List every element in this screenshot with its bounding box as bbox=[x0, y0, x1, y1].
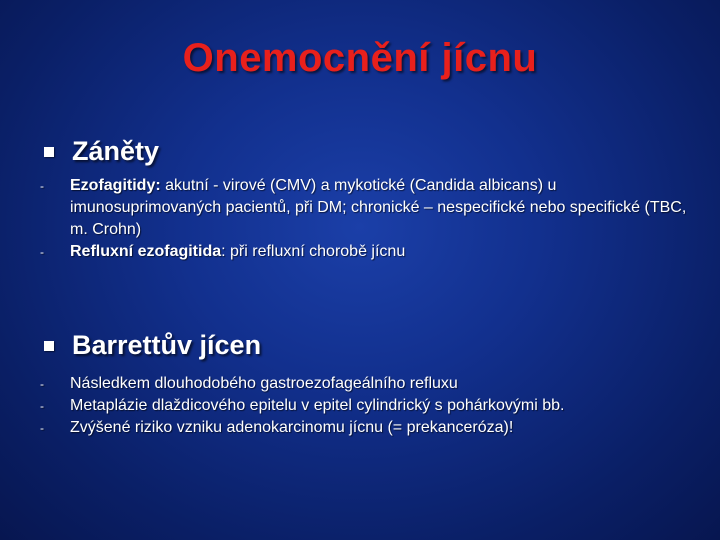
dash-bullet-icon: - bbox=[40, 179, 44, 193]
list-item bbox=[40, 373, 700, 395]
list-item bbox=[40, 175, 700, 241]
section-heading-label: Barrettův jícen bbox=[72, 330, 262, 360]
section-heading-label: Záněty bbox=[72, 136, 160, 166]
dash-bullet-icon: - bbox=[40, 245, 44, 259]
dash-bullet-icon: - bbox=[40, 399, 44, 413]
section-heading-barrett bbox=[44, 330, 261, 361]
section-list-zanety bbox=[40, 175, 700, 263]
list-item-text bbox=[70, 175, 700, 241]
slide-title: Onemocnění jícnu bbox=[182, 36, 538, 80]
list-item-rest: akutní - virové (CMV) a mykotické (Candida albicans) u imunosuprimovaných pacientů, při DM; chronické – nespecifické nebo specifické (TBC, m. Crohn) bbox=[70, 177, 687, 238]
list-item-text: Metaplázie dlaždicového epitelu v epitel cylindrický s pohárkovými bb. bbox=[70, 397, 565, 414]
list-item bbox=[40, 417, 700, 439]
list-item-text bbox=[70, 241, 700, 263]
list-item-rest: : při refluxní chorobě jícnu bbox=[221, 243, 406, 260]
list-item bbox=[40, 395, 700, 417]
section-list-barrett bbox=[40, 373, 700, 439]
section-heading-zanety bbox=[44, 136, 159, 167]
list-item bbox=[40, 241, 700, 263]
square-bullet-icon bbox=[44, 147, 54, 157]
dash-bullet-icon: - bbox=[40, 421, 44, 435]
list-item-text: Následkem dlouhodobého gastroezofageálního refluxu bbox=[70, 375, 458, 392]
square-bullet-icon bbox=[44, 341, 54, 351]
list-item-bold: Ezofagitidy: bbox=[70, 177, 161, 194]
list-item-bold: Refluxní ezofagitida bbox=[70, 243, 222, 260]
list-item-text: Zvýšené riziko vzniku adenokarcinomu jícnu (= prekanceróza)! bbox=[70, 419, 514, 436]
dash-bullet-icon: - bbox=[40, 377, 44, 391]
